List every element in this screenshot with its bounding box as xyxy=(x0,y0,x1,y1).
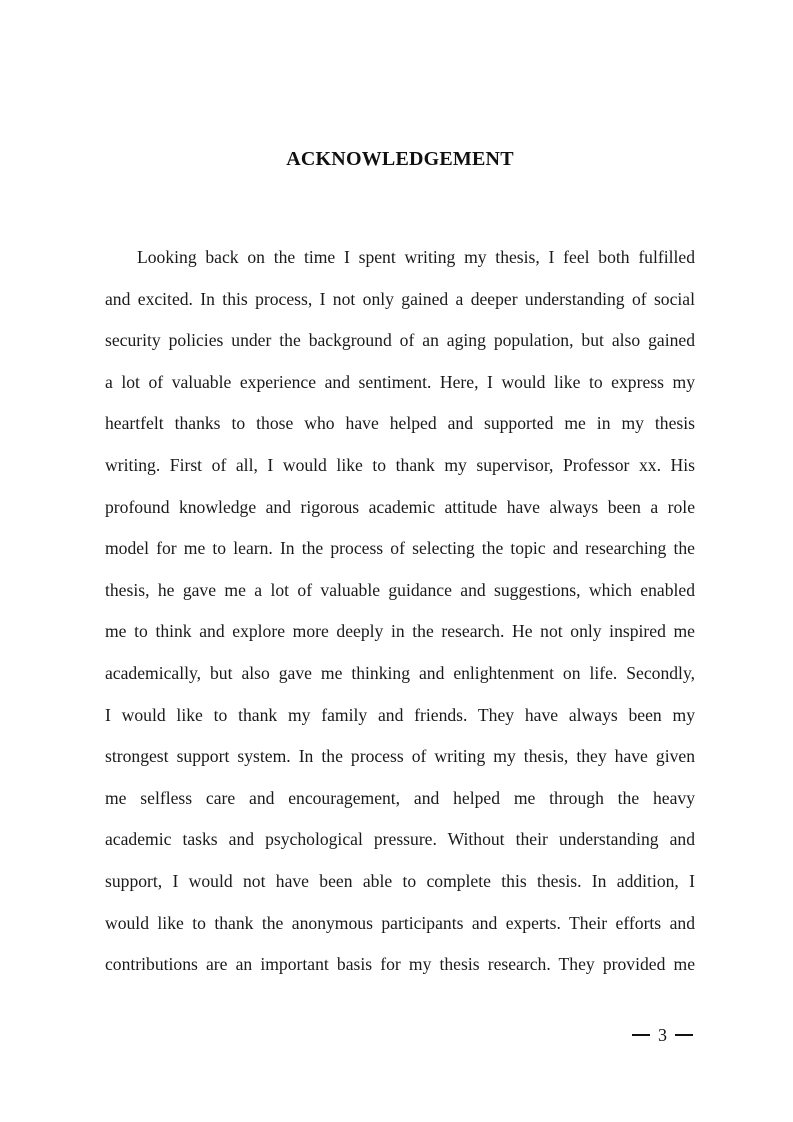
paragraph-line: Looking back on the time I spent writing my thesis, I feel both fulfilled xyxy=(137,247,695,267)
paragraph-line: security policies under the background of an aging population, but also gained xyxy=(105,330,695,351)
paragraph-line: me selfless care and encouragement, and helped me through the heavy xyxy=(105,787,695,808)
paragraph-line: contributions are an important basis for my thesis research. They provided me xyxy=(105,954,695,975)
paragraph-line: support, I would not have been able to complete this thesis. In addition, I xyxy=(105,870,695,891)
paragraph-line: and excited. In this process, I not only gained a deeper understanding of social xyxy=(105,288,695,309)
acknowledgement-paragraph xyxy=(105,237,695,986)
paragraph-line: heartfelt thanks to those who have helped and supported me in my thesis xyxy=(105,413,695,434)
page-title: ACKNOWLEDGEMENT xyxy=(286,148,514,170)
paragraph-line: me to think and explore more deeply in the research. He not only inspired me xyxy=(105,621,695,642)
paragraph-line: academic tasks and psychological pressure. Without their understanding and xyxy=(105,829,695,850)
right-dash xyxy=(675,1034,693,1036)
paragraph-line: writing. First of all, I would like to thank my supervisor, Professor xx. His xyxy=(105,454,695,475)
left-dash xyxy=(632,1034,650,1036)
page-number-footer xyxy=(632,1020,693,1050)
paragraph-line: I would like to thank my family and friends. They have always been my xyxy=(105,704,695,725)
paragraph-line: would like to thank the anonymous participants and experts. Their efforts and xyxy=(105,912,695,933)
paragraph-line: academically, but also gave me thinking and enlightenment on life. Secondly, xyxy=(105,662,695,683)
paragraph-line: a lot of valuable experience and sentiment. Here, I would like to express my xyxy=(105,371,695,392)
paragraph-line: model for me to learn. In the process of selecting the topic and researching the xyxy=(105,538,695,559)
page-number: 3 xyxy=(658,1024,667,1045)
paragraph-line: strongest support system. In the process of writing my thesis, they have given xyxy=(105,746,695,767)
paragraph-line: thesis, he gave me a lot of valuable guidance and suggestions, which enabled xyxy=(105,579,695,600)
paragraph-line: profound knowledge and rigorous academic attitude have always been a role xyxy=(105,496,695,517)
